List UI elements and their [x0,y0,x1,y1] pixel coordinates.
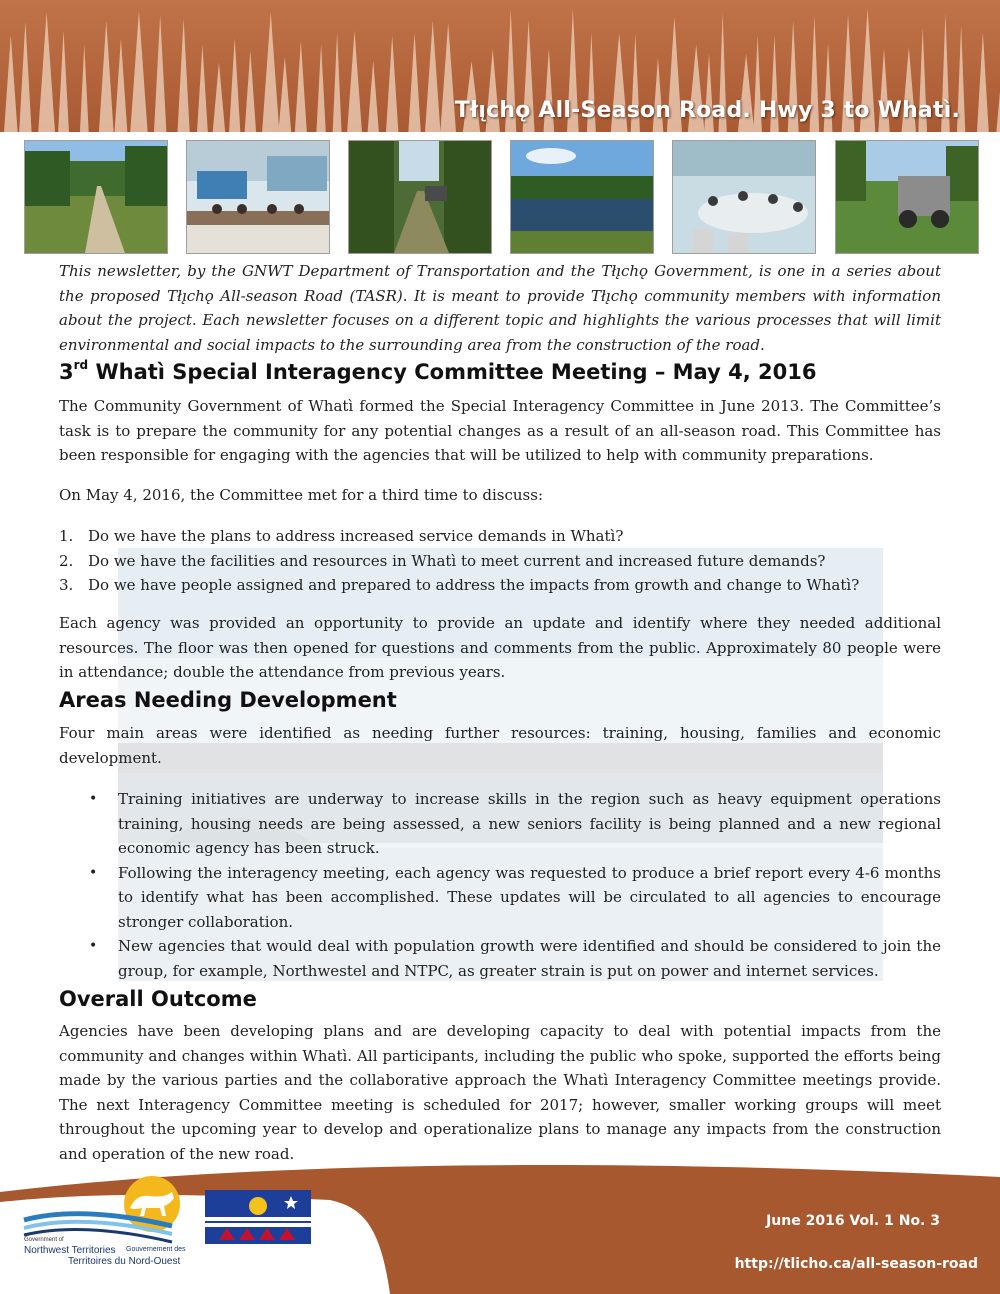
website-link[interactable]: http://tlicho.ca/all-season-road [734,1256,978,1272]
areas-paragraph: Four main areas were identified as needing further resources: training, housing, families and economic development. [59,724,941,767]
list-item: • Following the interagency meeting, each agency was requested to produce a brief report every 4-6 months to identify what has been accomplished. These updates will be circulated to all agencies to encourage stronger collaboration. [89,863,941,931]
tlicho-flag-logo [205,1190,311,1244]
forest-trail-vehicle-photo [348,140,492,254]
all-terrain-vehicle-photo [835,140,979,254]
gnwt-french-name-2: Territoires du Nord-Ouest [68,1256,181,1267]
areas-heading: Areas Needing Development [59,688,397,712]
intro-paragraph: This newsletter, by the GNWT Department of Transportation and the Tłı̨chǫ Government, is one in a series about the proposed Tłı̨chǫ All-season Road (TASR). It is meant to provide Tłı̨chǫ community members with information about the project. Each newsletter focuses on a different topic and highlights the various processes that will limit environmental and social impacts to the surrounding area from the construction of the road. [59,262,941,354]
gnwt-english-name: Northwest Territories [24,1245,116,1256]
meeting-paragraph-2: On May 4, 2016, the Committee met for a third time to discuss: [59,486,544,504]
meeting-paragraph-1: The Community Government of Whatì formed the Special Interagency Committee in June 2013. The Committee’s task is to prepare the community for any potential changes as a result of an all-season road. This Committee has been responsible for engaging with the agencies that will be utilized to help with community preparations. [59,397,941,464]
gnwt-small-label: Government of [24,1237,64,1243]
outcome-paragraph: Agencies have been developing plans and are developing capacity to deal with potential impacts from the community and changes within Whatì. All participants, including the public who spoke, supported the efforts being made by the various parties and the collaborative approach the Whatì Interagency Committee meetings provide. The next Interagency Committee meeting is scheduled for 2017; however, smaller working groups will meet throughout the upcoming year to develop and operationalize plans to manage any impacts from the construction and operation of the new road. [59,1022,941,1163]
list-item: 1. Do we have the plans to address increased service demands in Whatì? [59,527,624,545]
lake-landscape-photo [510,140,654,254]
banner-title: Tłı̨chǫ All-Season Road. Hwy 3 to Whatì. [454,98,960,123]
header-banner [0,0,1000,132]
gnwt-french-name-1: Gouvernement des [126,1246,186,1253]
meeting-paragraph-3: Each agency was provided an opportunity to provide an update and identify where they needed additional resources. The floor was then opened for questions and comments from the public. Approximately 80 people were in attendance; double the attendance from previous years. [59,614,941,681]
list-item: • Training initiatives are underway to increase skills in the region such as heavy equipment operations training, housing needs are being assessed, a new seniors facility is being planned and a new regional economic agency has been struck. [89,790,941,857]
outcome-heading: Overall Outcome [59,987,257,1011]
list-item: 2. Do we have the facilities and resources in Whatì to meet current and increased future demands? [59,551,826,570]
areas-bullet-list [89,787,941,983]
photo-strip [24,140,979,254]
gravel-road-photo [24,140,168,254]
list-item: • New agencies that would deal with population growth were identified and should be considered to join the group, for example, Northwestel and NTPC, as greater strain is put on power and internet services. [89,937,941,980]
discussion-questions-list [59,524,941,598]
committee-meeting-photo [672,140,816,254]
meeting-hall-photo [186,140,330,254]
issue-info: June 2016 Vol. 1 No. 3 [766,1213,940,1229]
list-item: 3. Do we have people assigned and prepared to address the impacts from growth and change to Whatì? [59,576,860,594]
meeting-heading: 3rd Whatì Special Interagency Committee Meeting – May 4, 2016 [59,358,817,384]
